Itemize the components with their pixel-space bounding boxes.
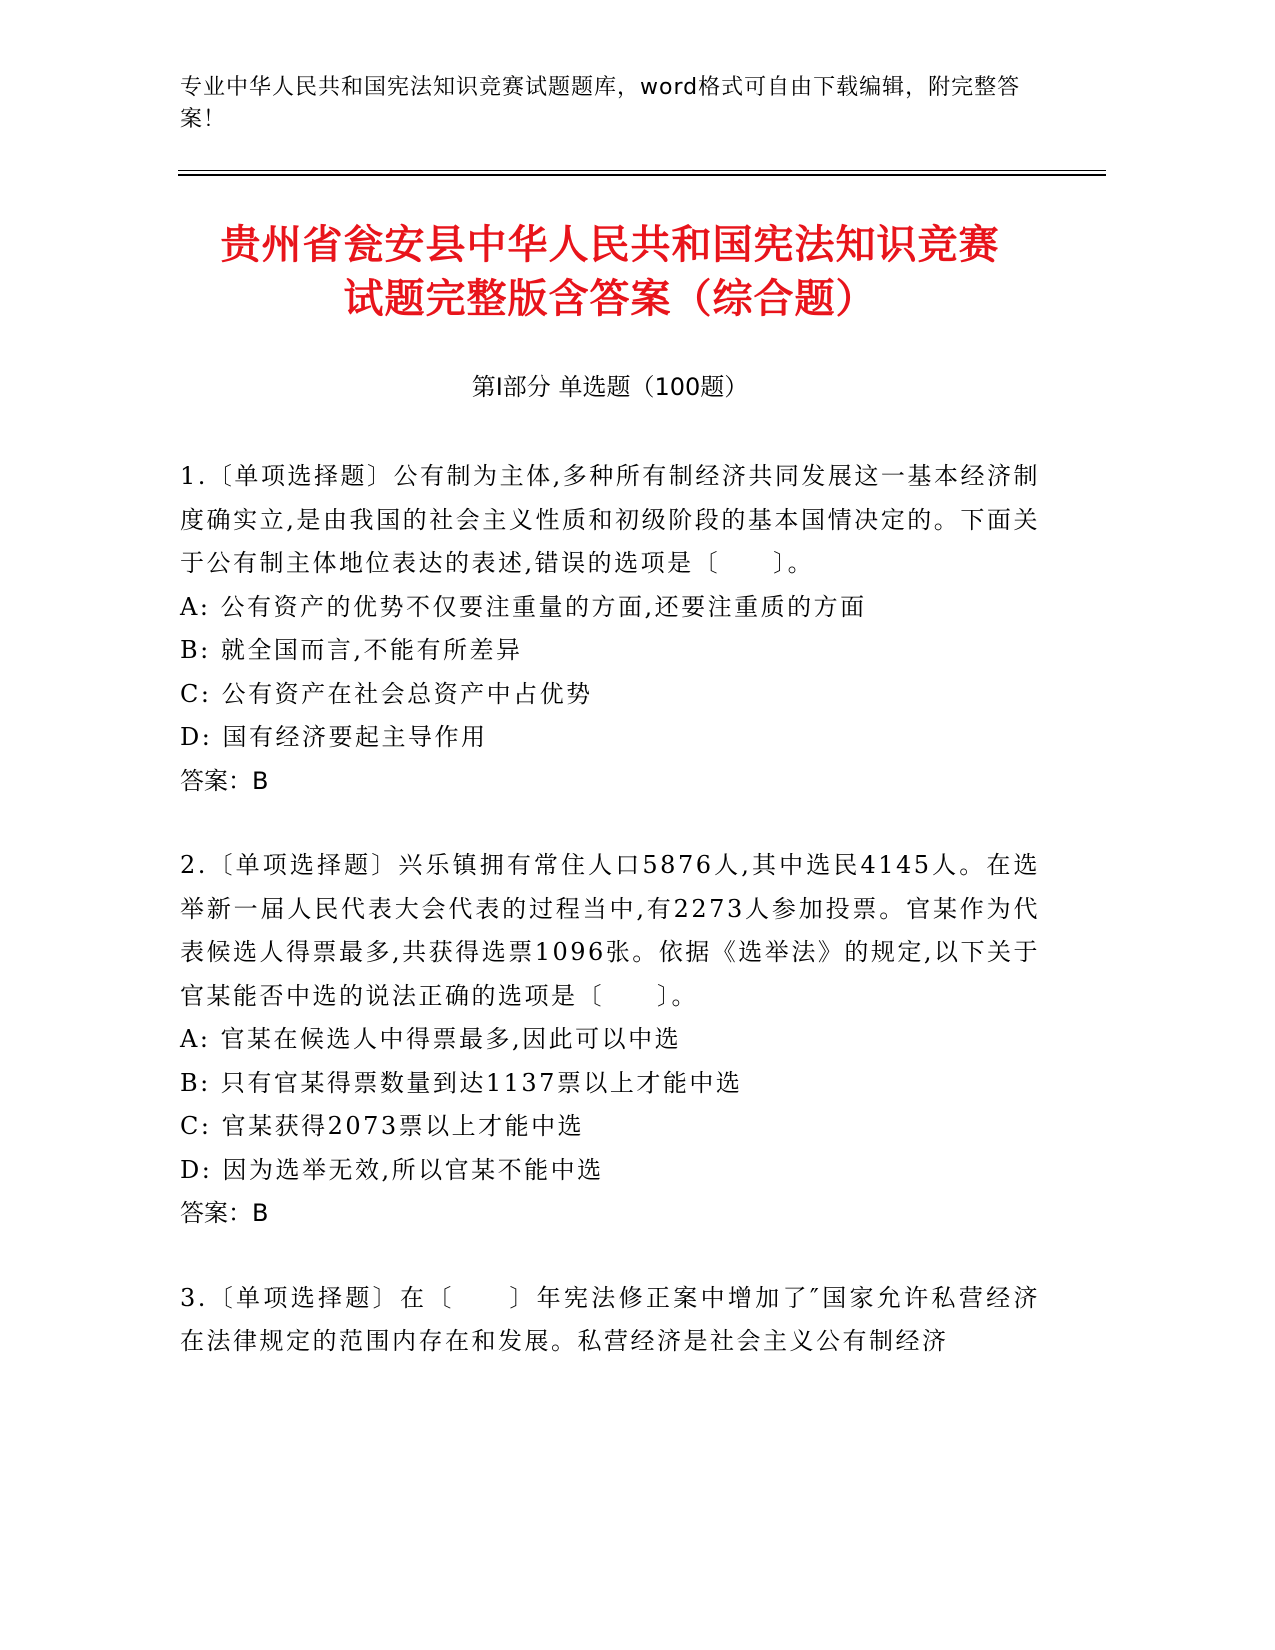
question-stem: 1.〔单项选择题〕公有制为主体,多种所有制经济共同发展这一基本经济制度确实立,是由我国的社会主义性质和初级阶段的基本国情决定的。下面关于公有制主体地位表达的表述,错误的选项是〔 〕。: [180, 462, 1040, 577]
header-divider-thin: [178, 170, 1106, 171]
option-c: C: 官某获得2073票以上才能中选: [180, 1112, 585, 1140]
option-c: C: 公有资产在社会总资产中占优势: [180, 679, 593, 708]
document-title-line-1: 贵州省瓮安县中华人民共和国宪法知识竞赛: [220, 222, 1000, 268]
question-stem: 2.〔单项选择题〕兴乐镇拥有常住人口5876人,其中选民4145人。在选举新一届人民代表大会代表的过程当中,有2273人参加投票。官某作为代表候选人得票最多,共获得选票1096张。依据《选举法》的规定,以下关于官某能否中选的说法正确的选项是〔 〕。: [180, 851, 1040, 1010]
question-stem: 3.〔单项选择题〕在〔 〕年宪法修正案中增加了″国家允许私营经济在法律规定的范围内存在和发展。私营经济是社会主义公有制经济: [180, 1283, 1040, 1355]
question-2: [180, 844, 1040, 1236]
option-d: D: 国有经济要起主导作用: [180, 723, 488, 751]
document-header-note: 专业中华人民共和国宪法知识竞赛试题题库，word格式可自由下载编辑，附完整答案！: [180, 75, 1021, 132]
document-title: [150, 218, 1070, 326]
question-list: [180, 455, 1040, 1405]
question-3: [180, 1277, 1040, 1364]
document-title-line-2: 试题完整版含答案（综合题）: [343, 276, 877, 322]
option-a: A: 官某在候选人中得票最多,因此可以中选: [180, 1025, 682, 1053]
header-divider-thick: [178, 174, 1106, 176]
option-d: D: 因为选举无效,所以官某不能中选: [180, 1155, 604, 1184]
answer: 答案：B: [180, 1199, 269, 1227]
option-b: B: 就全国而言,不能有所差异: [180, 636, 523, 664]
option-a: A: 公有资产的优势不仅要注重量的方面,还要注重质的方面: [180, 592, 867, 621]
option-b: B: 只有官某得票数量到达1137票以上才能中选: [180, 1068, 743, 1097]
section-title: 第Ⅰ部分 单选题（100题）: [471, 373, 749, 401]
question-1: [180, 455, 1040, 803]
answer: 答案：B: [180, 766, 269, 795]
